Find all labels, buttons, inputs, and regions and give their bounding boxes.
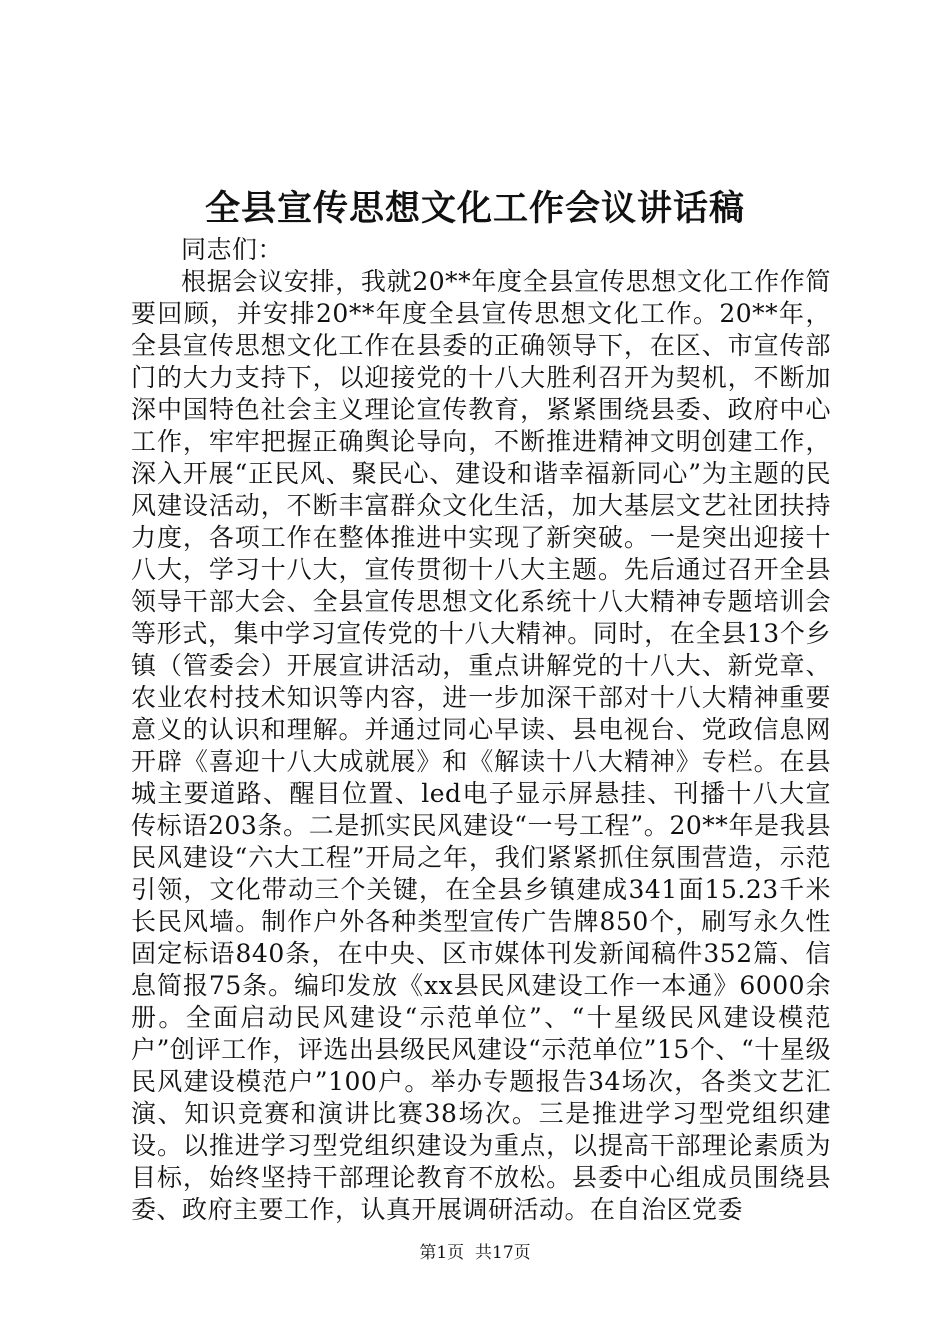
- document-body: [131, 234, 831, 1226]
- document-title: 全县宣传思想文化工作会议讲话稿: [204, 189, 745, 229]
- page-number: 第1页: [419, 1243, 465, 1263]
- total-pages: 共17页: [475, 1243, 531, 1263]
- footer-separator: [464, 1243, 475, 1263]
- salutation: 同志们：: [181, 235, 284, 264]
- page-footer: [0, 1242, 950, 1264]
- body-paragraph: 根据会议安排，我就20**年度全县宣传思想文化工作作简要回顾，并安排20**年度全县宣传思想文化工作。20**年，全县宣传思想文化工作在县委的正确领导下，在区、市宣传部门的大力支持下，以迎接党的十八大胜利召开为契机，不断加深中国特色社会主义理论宣传教育，紧紧围绕县委、政府中心工作，牢牢把握正确舆论导向，不断推进精神文明创建工作，深入开展“正民风、聚民心、建设和谐幸福新同心”为主题的民风建设活动，不断丰富群众文化生活，加大基层文艺社团扶持力度，各项工作在整体推进中实现了新突破。一是突出迎接十八大，学习十八大，宣传贯彻十八大主题。先后通过召开全县领导干部大会、全县宣传思想文化系统十八大精神专题培训会等形式，集中学习宣传党的十八大精神。同时，在全县13个乡镇（管委会）开展宣讲活动，重点讲解党的十八大、新党章、农业农村技术知识等内容，进一步加深干部对十八大精神重要意义的认识和理解。并通过同心早读、县电视台、党政信息网开辟《喜迎十八大成就展》和《解读十八大精神》专栏。在县城主要道路、醒目位置、led电子显示屏悬挂、刊播十八大宣传标语203条。二是抓实民风建设“一号工程”。20**年是我县民风建设“六大工程”开局之年，我们紧紧抓住氛围营造，示范引领，文化带动三个关键，在全县乡镇建成341面15.23千米长民风墙。制作户外各种类型宣传广告牌850个，刷写永久性固定标语840条，在中央、区市媒体刊发新闻稿件352篇、信息简报75条。编印发放《xx县民风建设工作一本通》6000余册。全面启动民风建设“示范单位”、“十星级民风建设模范户”创评工作，评选出县级民风建设“示范单位”15个、“十星级民风建设模范户”100户。举办专题报告34场次，各类文艺汇演、知识竞赛和演讲比赛38场次。三是推进学习型党组织建设。以推进学习型党组织建设为重点，以提高干部理论素质为目标，始终坚持干部理论教育不放松。县委中心组成员围绕县委、政府主要工作，认真开展调研活动。在自治区党委: [131, 267, 831, 1224]
